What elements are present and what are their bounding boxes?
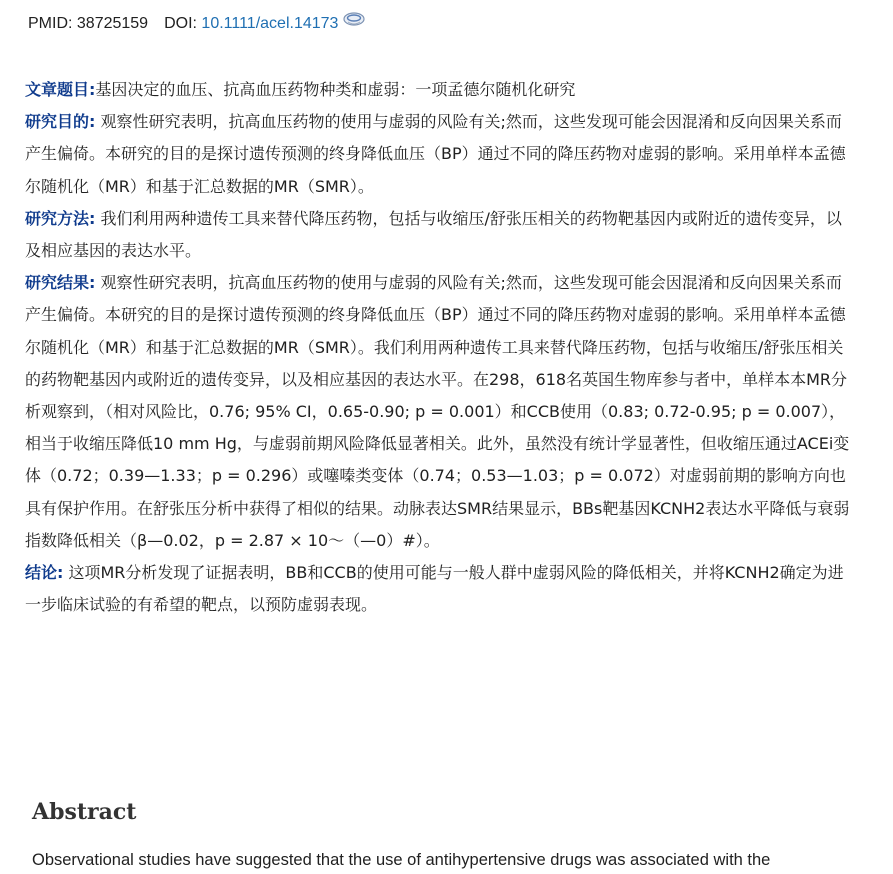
summary-aim xyxy=(25,106,857,203)
method-text: 我们利用两种遗传工具来替代降压药物，包括与收缩压/舒张压相关的药物靶基因内或附近的遗传变异，以及相应基因的表达水平。 xyxy=(25,208,842,261)
title-text: 基因决定的血压、抗高血压药物种类和虚弱：一项孟德尔随机化研究 xyxy=(95,80,576,99)
abstract-heading: Abstract xyxy=(32,799,137,825)
conclusion-label: 结论: xyxy=(25,563,64,583)
method-label: 研究方法: xyxy=(25,208,96,228)
abstract-text: Observational studies have suggested that the use of antihypertensive drugs was associated with the xyxy=(32,851,771,869)
summary-title xyxy=(25,74,857,106)
doi-link[interactable]: 10.1111/acel.14173 xyxy=(201,15,339,32)
aim-text: 观察性研究表明，抗高血压药物的使用与虚弱的风险有关;然而，这些发现可能会因混淆和反向因果关系而产生偏倚。本研究的目的是探讨遗传预测的终身降低血压（BP）通过不同的降压药物对虚弱的影响。采用单样本孟德尔随机化（MR）和基于汇总数据的MR（SMR）。 xyxy=(25,112,846,196)
summary-result xyxy=(25,267,857,557)
summary-method xyxy=(25,203,857,267)
chinese-summary xyxy=(25,74,857,621)
pmid: PMID: 38725159 xyxy=(28,15,149,32)
article-meta xyxy=(28,10,366,35)
external-link-icon[interactable] xyxy=(342,10,366,30)
result-label: 研究结果: xyxy=(25,273,96,293)
summary-conclusion xyxy=(25,557,857,621)
conclusion-text: 这项MR分析发现了证据表明，BB和CCB的使用可能与一般人群中虚弱风险的降低相关，并将KCNH2确定为进一步临床试验的有希望的靶点，以预防虚弱表现。 xyxy=(25,563,844,615)
title-label: 文章题目: xyxy=(25,80,96,99)
doi-label: DOI: xyxy=(164,15,197,32)
result-text: 观察性研究表明，抗高血压药物的使用与虚弱的风险有关;然而，这些发现可能会因混淆和反向因果关系而产生偏倚。本研究的目的是探讨遗传预测的终身降低血压（BP）通过不同的降压药物对虚弱的影响。采用单样本孟德尔随机化（MR）和基于汇总数据的MR（SMR）。我们利用两种遗传工具来替代降压药物，包括与收缩压/舒张压相关的药物靶基因内或附近的遗传变异，以及相应基因的表达水平。在298，618名英国生物库参与者中，单样本本MR分析观察到，（相对风险比，0.76; 95% CI，0.65-0.90; p = 0.001）和CCB使用（0.83; 0.72-0.95; p = 0.007），相当于收缩压降低10 mm Hg，与虚弱前期风险降低显著相关。此外，虽然没有统计学显著性，但收缩压通过ACEi变体（0.72；0.39—1.33；p = 0.296）或噻嗪类变体（0.74；0.53—1.03；p = 0.072）对虚弱前期的影响方向也具有保护作用。在舒张压分析中获得了相似的结果。动脉表达SMR结果显示，BBs靶基因KCNH2表达水平降低与衰弱指数降低相关（β—0.02，p = 2.87 × 10～（—0）#）。 xyxy=(25,273,850,550)
aim-label: 研究目的: xyxy=(25,112,96,132)
